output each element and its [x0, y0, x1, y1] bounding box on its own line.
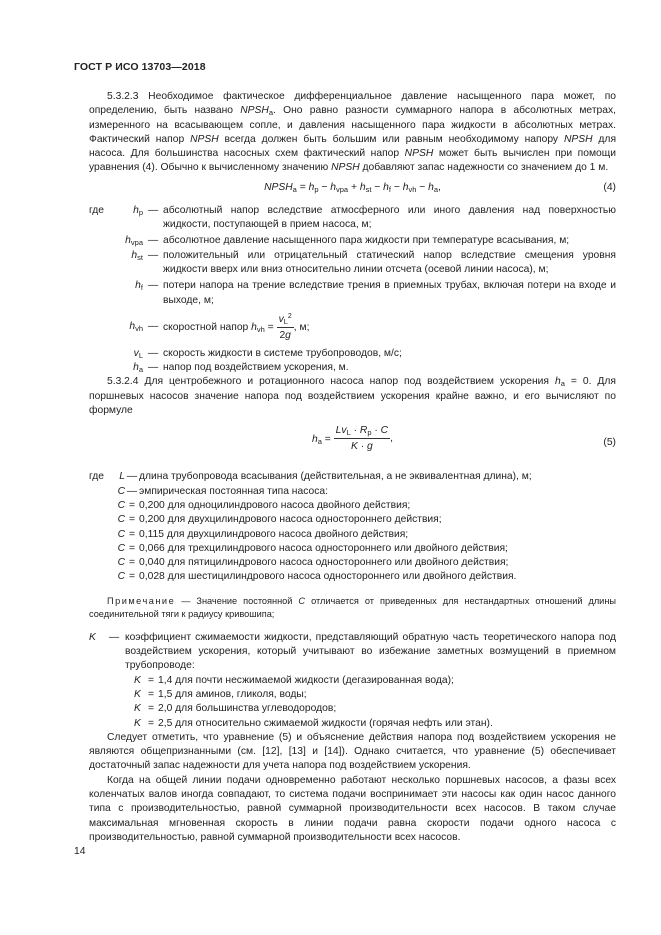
velocity-head-fraction: $\frac{v_L^2}{2g}$	[278, 312, 292, 341]
c-value-text: 0,200 для одноцилиндрового насоса двойного действия;	[139, 499, 411, 511]
c-value-item: C = 0,200 для одноцилиндрового насоса двойного действия;	[89, 499, 616, 513]
equation-4-number: (4)	[603, 181, 616, 193]
definition-item: $h_{vра}$ — абсолютное давление насыщенного пара жидкости при температуре всасывания, м;	[89, 234, 616, 248]
definition-item: C — эмпирическая постоянная типа насоса:	[89, 485, 616, 499]
definition-symbol: L	[119, 471, 125, 483]
definitions-list-5	[89, 470, 616, 584]
k-symbol: K	[134, 703, 141, 715]
note	[89, 595, 616, 621]
c-value-text: 0,066 для трехцилиндрового насоса одностороннего или двойного действия;	[139, 542, 508, 554]
definition-item: $v_L$ — скорость жидкости в системе трубопроводов, м/с;	[89, 347, 616, 361]
equation-5-fraction: $\frac{Lv_L \cdot R_р \cdot C}{K \cdot g}$	[335, 425, 389, 453]
definition-text: абсолютный напор вследствие атмосферного или иного давления над поверхностью жидкости, поступающей в прием насоса, м;	[163, 204, 616, 231]
page-number: 14	[74, 846, 86, 857]
c-symbol: C	[117, 542, 125, 554]
k-values-list	[134, 674, 616, 731]
definition-text: абсолютное давление насыщенного пара жидкости при температуре всасывания, м;	[163, 235, 570, 247]
k-definition: K — коэффициент сжимаемости жидкости, представляющий обратную часть теоретического напора под воздействием ускорения, который учитывают во избежание заметных возмущений в приемном трубопроводе:	[89, 631, 616, 674]
k-value-item: K = 1,4 для почти несжимаемой жидкости (дегазированная вода);	[134, 674, 616, 688]
k-symbol: K	[134, 674, 141, 686]
c-value-text: 0,115 для двухцилиндрового насоса двойного действия;	[139, 528, 409, 540]
c-value-item: C = 0,040 для пятицилиндрового насоса одностороннего или двойного действия;	[89, 556, 616, 570]
content-body	[89, 90, 616, 845]
k-value-text: 2,0 для большинства углеводородов;	[158, 703, 337, 715]
definition-item: $h_{vh}$ — скоростной напор $h_{vh}$ = $\frac{v_L^2}{2g}$ , м;	[89, 313, 616, 342]
definitions-list-4	[89, 204, 616, 376]
definition-text: положительный или отрицательный статический напор вследствие смещения уровня жидкости вверх или вниз относительно линии отсчета (осевой линии насоса), м;	[163, 249, 616, 275]
definition-text: скорость жидкости в системе трубопроводов, м/с;	[163, 347, 402, 359]
definition-item: $h_а$ — напор под воздействием ускорения, м.	[89, 361, 616, 375]
definition-text: эмпирическая постоянная типа насоса:	[139, 485, 328, 497]
section-5-3-2-4: 5.3.2.4 Для центробежного и ротационного насоса напор под воздействием ускорения $h_а = 0$. Для поршневых насосов значение напора под воздействием ускорения крайне важно, и его вычисляют по формуле	[89, 376, 616, 417]
page-header	[74, 61, 206, 73]
equation-5-expression: $h_а$ = $\frac{Lv_L \cdot R_р \cdot C}{K \cdot g}$ ,	[312, 425, 393, 453]
definition-symbol: $h_{st}$	[131, 249, 143, 262]
definition-item: $h_f$ — потери напора на трение вследствие трения в приемных трубах, включая потери на входе и выходе, м;	[89, 279, 616, 308]
k-value-text: 2,5 для относительно сжимаемой жидкости (горячая нефть или этан).	[158, 717, 493, 729]
where-label: где	[89, 471, 105, 483]
c-values-list	[89, 499, 616, 585]
c-symbol: C	[117, 528, 125, 540]
where-label: где	[89, 204, 105, 216]
note-label: Примечание	[107, 595, 176, 606]
definition-item: где $h_р$ — абсолютный напор вследствие атмосферного или иного давления над поверхностью жидкости, поступающей в прием насоса, м;	[89, 204, 616, 233]
c-value-text: 0,200 для двухцилиндрового насоса одностороннего действия;	[139, 514, 442, 526]
equation-4	[89, 176, 616, 202]
k-value-item: K = 2,5 для относительно сжимаемой жидкости (горячая нефть или этан).	[134, 717, 616, 731]
k-value-item: K = 1,5 для аминов, гликоля, воды;	[134, 688, 616, 702]
k-symbol: K	[134, 717, 141, 729]
definition-symbol: $h_а$	[133, 362, 143, 375]
c-symbol: C	[117, 571, 125, 583]
standard-title: ГОСТ Р ИСО 13703—2018	[74, 61, 206, 73]
k-value-text: 1,4 для почти несжимаемой жидкости (дегазированная вода);	[158, 674, 454, 686]
c-value-item: C = 0,028 для шестицилиндрового насоса одностороннего или двойного действия.	[89, 570, 616, 584]
definition-text: длина трубопровода всасывания (действительная, а не эквивалентная длина), м;	[139, 471, 532, 483]
velocity-head-formula: $h_{vh}$ =	[251, 322, 274, 335]
paragraph-followup: Следует отметить, что уравнение (5) и объяснение действия напора под воздействием ускорения не являются общепризнанными (см. [12], [13] и [14]). Однако считается, что уравнение (5) обеспечивает достаточный запас надежности для учета напора под воздействием ускорения.	[89, 731, 616, 772]
k-symbol: K	[134, 688, 141, 700]
c-value-text: 0,028 для шестицилиндрового насоса одностороннего или двойного действия.	[139, 571, 517, 583]
definition-symbol: $h_{vра}$	[125, 235, 143, 248]
equation-5	[89, 424, 616, 464]
c-symbol: C	[117, 514, 125, 526]
c-symbol: C	[117, 499, 125, 511]
definition-symbol: C	[117, 485, 125, 497]
definition-symbol: $h_р$	[133, 204, 143, 217]
definition-symbol: K	[89, 631, 96, 643]
definition-item: где L — длина трубопровода всасывания (действительная, а не эквивалентная длина), м;	[89, 470, 616, 484]
k-value-item: K = 2,0 для большинства углеводородов;	[134, 702, 616, 716]
definition-text: скоростной напор $h_{vh}$ = $\frac{v_L^2}{2g}$ , м;	[163, 312, 310, 341]
c-value-text: 0,040 для пятицилиндрового насоса одностороннего или двойного действия;	[139, 557, 509, 569]
note-text: — Значение постоянной C отличается от приведенных для нестандартных отношений длины соединительной тяги к радиусу кривошипа;	[89, 595, 616, 619]
k-value-text: 1,5 для аминов, гликоля, воды;	[158, 688, 307, 700]
section-5-3-2-3: 5.3.2.3 Необходимое фактическое дифференциальное давление насыщенного пара может, по определению, быть названо $NPSH_а$. Оно равно разности суммарного напора в абсолютных метрах, измеренного на всасывающем сопле, и давления насыщенного пара жидкости в абсолютных метрах. Фактический напор NPSH всегда должен быть большим или равным необходимому напору NPSH для насоса. Для большинства насосных схем фактический напор NPSH может быть вычислен при помощи уравнения (4). Обычно к вычисленному значению NPSH добавляют запас надежности со значением до 1 м.	[89, 91, 617, 174]
definition-symbol: $h_f$	[135, 280, 143, 293]
c-value-item: C = 0,066 для трехцилиндрового насоса одностороннего или двойного действия;	[89, 542, 616, 556]
c-value-item: C = 0,115 для двухцилиндрового насоса двойного действия;	[89, 528, 616, 542]
c-value-item: C = 0,200 для двухцилиндрового насоса одностороннего действия;	[89, 513, 616, 527]
paragraph-pumps: Когда на общей линии подачи одновременно работают несколько поршневых насосов, а фазы всех коленчатых валов иногда совпадают, то система подачи воспринимает эти насосы как один насос данного типа с производительностью, равной суммарной производительности всех насосов. В таком случае максимальная мгновенная скорость в линии подачи равна скорости подачи одного насоса с производительностью, равной суммарной производительности всех насосов.	[89, 774, 616, 843]
definition-item: $h_{st}$ — положительный или отрицательный статический напор вследствие смещения уровня жидкости вверх или вниз относительно линии отсчета (осевой линии насоса), м;	[89, 249, 616, 278]
definition-text: потери напора на трение вследствие трения в приемных трубах, включая потери на входе и выходе, м;	[163, 280, 616, 306]
equation-4-expression: $NPSH_а = h_р - h_{vра} + h_{st} - h_f - h_{vh} - h_а$,	[264, 181, 441, 194]
definition-symbol: $h_{vh}$	[129, 321, 143, 334]
equation-5-number: (5)	[603, 437, 616, 449]
definition-symbol: $v_L$	[133, 347, 143, 360]
definition-text: коэффициент сжимаемости жидкости, представляющий обратную часть теоретического напора под воздействием ускорения, который учитывают во избежание заметных возмущений в приемном трубопроводе:	[125, 631, 616, 672]
c-symbol: C	[117, 557, 125, 569]
definition-text: напор под воздействием ускорения, м.	[163, 362, 349, 374]
